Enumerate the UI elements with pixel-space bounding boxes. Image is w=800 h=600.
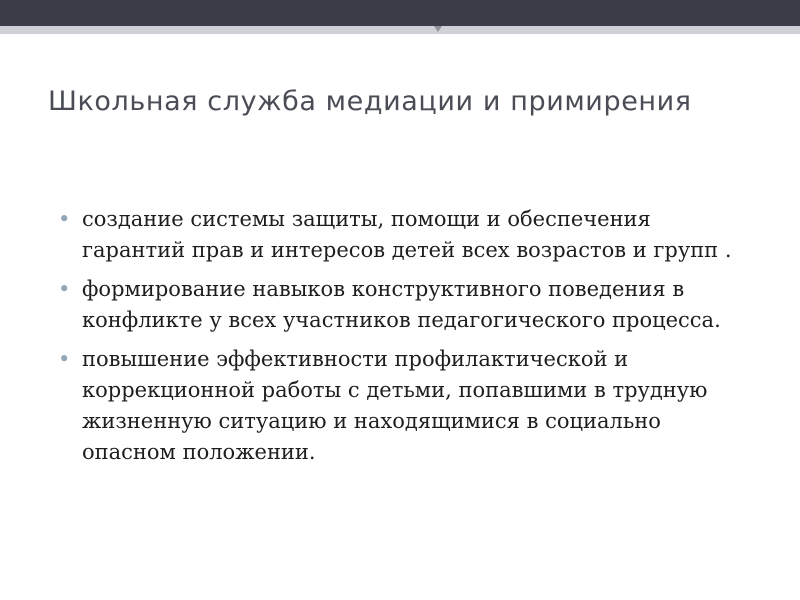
bullet-item-constructive-behavior <box>58 274 748 336</box>
bullet-icon: • <box>58 277 71 301</box>
slide-title: Школьная служба медиации и примирения <box>48 86 692 117</box>
bullet-item-prevention-efficiency <box>58 344 748 468</box>
bullet-icon: • <box>58 347 71 371</box>
bullet-text: формирование навыков конструктивного поведения в конфликте у всех участников педагогического процесса. <box>82 277 721 332</box>
bullet-list <box>58 204 748 476</box>
bullet-text: создание системы защиты, помощи и обеспечения гарантий прав и интересов детей всех возрастов и групп . <box>82 207 732 262</box>
triangle-marker-icon <box>434 26 442 32</box>
slide-header-accent-stripe <box>0 26 800 34</box>
slide-header-bar <box>0 0 800 26</box>
bullet-icon: • <box>58 207 71 231</box>
bullet-text: повышение эффективности профилактической и коррекционной работы с детьми, попавшими в трудную жизненную ситуацию и находящимися в социально опасном положении. <box>82 347 708 464</box>
bullet-item-protection-system <box>58 204 748 266</box>
